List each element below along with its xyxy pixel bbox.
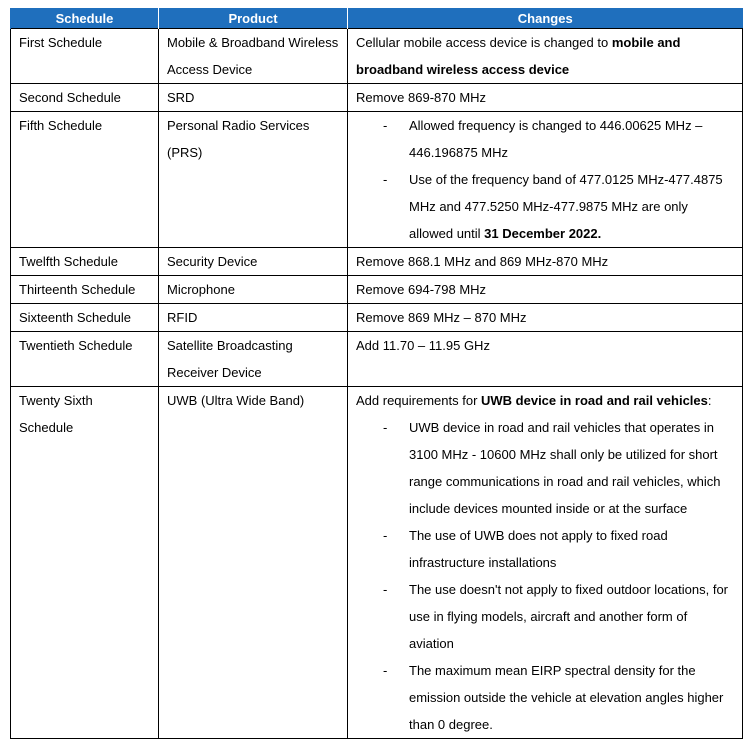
intro-end-text: : [707,393,712,408]
bullet-text: The use of UWB does not apply to fixed road infrastructure installations [409,528,668,570]
changes-cell [348,387,743,739]
dash-bullet: - [383,420,388,435]
table-row [11,304,743,332]
schedule-cell: Twelfth Schedule [11,248,159,276]
product-cell: Satellite Broadcasting Receiver Device [159,332,348,387]
bullet-text: Use of the frequency band of 477.0125 MHz-477.4875 MHz and 477.5250 MHz-477.9875 MHz are only allowed until [409,172,723,241]
schedule-cell: Twenty Sixth Schedule [11,387,159,739]
dash-bullet: - [383,582,388,597]
schedule-cell: Sixteenth Schedule [11,304,159,332]
table-row [11,276,743,304]
dash-bullet: - [383,528,388,543]
changes-cell: Add 11.70 – 11.95 GHz [348,332,743,387]
bullet-bold-text: 31 December 2022. [484,226,602,241]
change-bold-text: mobile and broadband wireless access device [356,35,681,77]
product-cell: Personal Radio Services (PRS) [159,112,348,248]
header-changes: Changes [348,8,743,29]
list-item [356,414,734,522]
dash-bullet: - [383,172,388,187]
changes-list [356,112,734,247]
table-row [11,112,743,248]
list-item [356,112,734,166]
schedule-cell: Fifth Schedule [11,112,159,248]
table-row [11,248,743,276]
intro-text: Add requirements for [356,393,482,408]
bullet-text: UWB device in road and rail vehicles that operates in 3100 MHz - 10600 MHz shall only be utilized for short range communications in road and rail vehicles, which include devices mounted inside or at the surface [409,420,721,516]
dash-bullet: - [383,663,388,678]
schedule-cell: Thirteenth Schedule [11,276,159,304]
changes-cell: Remove 869 MHz – 870 MHz [348,304,743,332]
product-cell: Security Device [159,248,348,276]
header-schedule: Schedule [11,8,159,29]
bullet-text: The use doesn't not apply to fixed outdoor locations, for use in flying models, aircraft and another form of aviation [409,582,729,651]
product-cell: Microphone [159,276,348,304]
table-row [11,387,743,739]
changes-cell: Remove 694-798 MHz [348,276,743,304]
product-cell: SRD [159,84,348,112]
header-product: Product [159,8,348,29]
table-row [11,332,743,387]
changes-intro [356,387,734,414]
changes-cell [348,112,743,248]
table-row [11,84,743,112]
changes-list [356,414,734,738]
schedule-changes-table [10,8,743,739]
changes-cell: Remove 868.1 MHz and 869 MHz-870 MHz [348,248,743,276]
table-row [11,29,743,84]
bullet-text: The maximum mean EIRP spectral density for the emission outside the vehicle at elevation angles higher than 0 degree. [409,663,724,732]
schedule-cell: First Schedule [11,29,159,84]
product-cell: Mobile & Broadband Wireless Access Device [159,29,348,84]
intro-bold-text: UWB device in road and rail vehicles [481,393,708,408]
product-cell: RFID [159,304,348,332]
dash-bullet: - [383,118,388,133]
list-item [356,522,734,576]
bullet-text: Allowed frequency is changed to 446.00625 MHz – 446.196875 MHz [409,118,703,160]
header-row [11,8,743,29]
list-item [356,657,734,738]
changes-cell: Remove 869-870 MHz [348,84,743,112]
schedule-cell: Second Schedule [11,84,159,112]
change-text: Cellular mobile access device is changed to [356,35,612,50]
list-item [356,576,734,657]
list-item [356,166,734,247]
changes-cell [348,29,743,84]
product-cell: UWB (Ultra Wide Band) [159,387,348,739]
schedule-cell: Twentieth Schedule [11,332,159,387]
